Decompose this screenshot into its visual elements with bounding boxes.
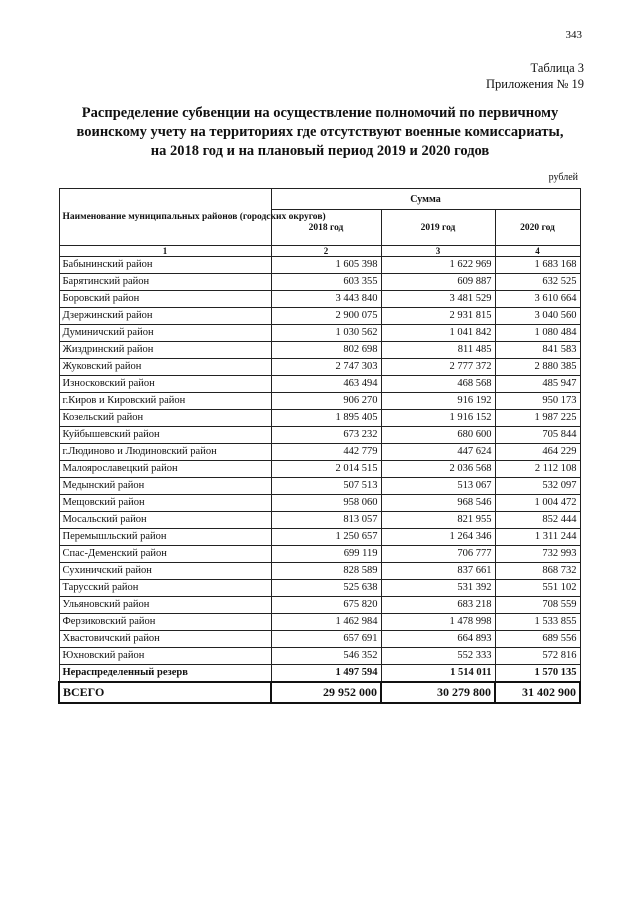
total-2020: 31 402 900 xyxy=(495,682,580,703)
value-2020: 2 880 385 xyxy=(495,359,580,376)
district-name: Жуковский район xyxy=(59,359,271,376)
reserve-2019: 1 514 011 xyxy=(381,665,495,683)
district-name: г.Киров и Кировский район xyxy=(59,393,271,410)
document-title xyxy=(40,104,600,161)
table-row xyxy=(59,580,580,597)
table-row xyxy=(59,614,580,631)
value-2019: 2 931 815 xyxy=(381,308,495,325)
value-2018: 507 513 xyxy=(271,478,381,495)
value-2020: 464 229 xyxy=(495,444,580,461)
value-2019: 1 478 998 xyxy=(381,614,495,631)
value-2020: 689 556 xyxy=(495,631,580,648)
value-2019: 468 568 xyxy=(381,376,495,393)
value-2019: 1 041 842 xyxy=(381,325,495,342)
district-name: Бабынинский район xyxy=(59,257,271,274)
district-name: Барятинский район xyxy=(59,274,271,291)
value-2020: 551 102 xyxy=(495,580,580,597)
units-label: рублей xyxy=(548,172,578,183)
district-name: Мосальский район xyxy=(59,512,271,529)
value-2020: 1 311 244 xyxy=(495,529,580,546)
value-2018: 2 747 303 xyxy=(271,359,381,376)
table-number: Таблица 3 xyxy=(530,61,584,75)
value-2018: 1 462 984 xyxy=(271,614,381,631)
table-row xyxy=(59,631,580,648)
district-name: Дзержинский район xyxy=(59,308,271,325)
value-2020: 1 533 855 xyxy=(495,614,580,631)
value-2020: 708 559 xyxy=(495,597,580,614)
value-2019: 1 916 152 xyxy=(381,410,495,427)
page-number: 343 xyxy=(565,29,582,41)
appendix-label xyxy=(486,60,584,92)
value-2018: 828 589 xyxy=(271,563,381,580)
value-2018: 675 820 xyxy=(271,597,381,614)
value-2020: 1 683 168 xyxy=(495,257,580,274)
value-2019: 706 777 xyxy=(381,546,495,563)
table-row xyxy=(59,274,580,291)
reserve-2018: 1 497 594 xyxy=(271,665,381,683)
value-2019: 1 622 969 xyxy=(381,257,495,274)
table-row xyxy=(59,427,580,444)
table-row xyxy=(59,410,580,427)
table-row xyxy=(59,257,580,274)
total-2019: 30 279 800 xyxy=(381,682,495,703)
district-name: Мещовский район xyxy=(59,495,271,512)
district-name: Юхновский район xyxy=(59,648,271,665)
value-2020: 950 173 xyxy=(495,393,580,410)
value-2018: 657 691 xyxy=(271,631,381,648)
district-name: Спас-Деменский район xyxy=(59,546,271,563)
table-row xyxy=(59,512,580,529)
table-row xyxy=(59,461,580,478)
district-name: г.Людиново и Людиновский район xyxy=(59,444,271,461)
total-2018: 29 952 000 xyxy=(271,682,381,703)
value-2018: 1 250 657 xyxy=(271,529,381,546)
title-line: воинскому учету на территориях где отсутствуют военные комиссариаты, xyxy=(76,124,564,140)
value-2019: 968 546 xyxy=(381,495,495,512)
appendix-number: Приложения № 19 xyxy=(486,77,584,91)
value-2020: 1 987 225 xyxy=(495,410,580,427)
value-2018: 813 057 xyxy=(271,512,381,529)
value-2019: 664 893 xyxy=(381,631,495,648)
table-row xyxy=(59,444,580,461)
value-2018: 3 443 840 xyxy=(271,291,381,308)
header-year-2019: 2019 год xyxy=(381,210,495,246)
value-2018: 958 060 xyxy=(271,495,381,512)
value-2020: 632 525 xyxy=(495,274,580,291)
district-name: Медынский район xyxy=(59,478,271,495)
value-2018: 673 232 xyxy=(271,427,381,444)
value-2020: 2 112 108 xyxy=(495,461,580,478)
table-row xyxy=(59,325,580,342)
value-2018: 906 270 xyxy=(271,393,381,410)
value-2018: 2 900 075 xyxy=(271,308,381,325)
value-2020: 1 004 472 xyxy=(495,495,580,512)
value-2019: 609 887 xyxy=(381,274,495,291)
value-2020: 532 097 xyxy=(495,478,580,495)
value-2020: 732 993 xyxy=(495,546,580,563)
value-2018: 442 779 xyxy=(271,444,381,461)
district-name: Боровский район xyxy=(59,291,271,308)
value-2018: 2 014 515 xyxy=(271,461,381,478)
value-2019: 916 192 xyxy=(381,393,495,410)
value-2018: 802 698 xyxy=(271,342,381,359)
table-row xyxy=(59,495,580,512)
title-line: Распределение субвенции на осуществление полномочий по первичному xyxy=(81,105,559,121)
table-row xyxy=(59,393,580,410)
district-name: Думиничский район xyxy=(59,325,271,342)
table-row xyxy=(59,597,580,614)
district-name: Козельский район xyxy=(59,410,271,427)
value-2019: 811 485 xyxy=(381,342,495,359)
value-2019: 447 624 xyxy=(381,444,495,461)
value-2019: 837 661 xyxy=(381,563,495,580)
district-name: Ульяновский район xyxy=(59,597,271,614)
column-number: 1 xyxy=(59,246,271,257)
value-2019: 683 218 xyxy=(381,597,495,614)
table-row xyxy=(59,529,580,546)
reserve-2020: 1 570 135 xyxy=(495,665,580,683)
value-2019: 821 955 xyxy=(381,512,495,529)
district-name: Износковский район xyxy=(59,376,271,393)
district-name: Ферзиковский район xyxy=(59,614,271,631)
table-row xyxy=(59,648,580,665)
value-2020: 485 947 xyxy=(495,376,580,393)
total-name: ВСЕГО xyxy=(59,682,271,703)
value-2020: 705 844 xyxy=(495,427,580,444)
table-body xyxy=(59,257,580,665)
value-2018: 546 352 xyxy=(271,648,381,665)
value-2020: 572 816 xyxy=(495,648,580,665)
table-row xyxy=(59,342,580,359)
header-year-2018: 2018 год xyxy=(271,210,381,246)
district-name: Малоярославецкий район xyxy=(59,461,271,478)
value-2020: 3 610 664 xyxy=(495,291,580,308)
value-2019: 513 067 xyxy=(381,478,495,495)
value-2020: 841 583 xyxy=(495,342,580,359)
value-2018: 603 355 xyxy=(271,274,381,291)
value-2020: 3 040 560 xyxy=(495,308,580,325)
table-row xyxy=(59,291,580,308)
reserve-name: Нераспределенный резерв xyxy=(59,665,271,683)
value-2018: 1 030 562 xyxy=(271,325,381,342)
district-name: Сухиничский район xyxy=(59,563,271,580)
table-row xyxy=(59,376,580,393)
value-2019: 531 392 xyxy=(381,580,495,597)
total-row xyxy=(59,682,580,703)
table-row xyxy=(59,478,580,495)
reserve-row xyxy=(59,665,580,683)
value-2019: 3 481 529 xyxy=(381,291,495,308)
table-row xyxy=(59,308,580,325)
value-2020: 1 080 484 xyxy=(495,325,580,342)
header-year-2020: 2020 год xyxy=(495,210,580,246)
header-name: Наименование муниципальных районов (городских округов) xyxy=(59,189,271,246)
value-2018: 463 494 xyxy=(271,376,381,393)
district-name: Тарусский район xyxy=(59,580,271,597)
value-2018: 1 895 405 xyxy=(271,410,381,427)
value-2019: 680 600 xyxy=(381,427,495,444)
column-number: 2 xyxy=(271,246,381,257)
value-2018: 1 605 398 xyxy=(271,257,381,274)
district-name: Хвастовичский район xyxy=(59,631,271,648)
column-number: 4 xyxy=(495,246,580,257)
value-2020: 868 732 xyxy=(495,563,580,580)
subvention-table xyxy=(58,188,581,704)
value-2019: 1 264 346 xyxy=(381,529,495,546)
title-line: на 2018 год и на плановый период 2019 и 2020 годов xyxy=(150,143,490,159)
column-number: 3 xyxy=(381,246,495,257)
value-2020: 852 444 xyxy=(495,512,580,529)
table-row xyxy=(59,359,580,376)
table-row xyxy=(59,563,580,580)
value-2019: 552 333 xyxy=(381,648,495,665)
district-name: Куйбышевский район xyxy=(59,427,271,444)
value-2019: 2 036 568 xyxy=(381,461,495,478)
district-name: Жиздринский район xyxy=(59,342,271,359)
district-name: Перемышльский район xyxy=(59,529,271,546)
header-sum: Сумма xyxy=(271,189,580,210)
value-2018: 699 119 xyxy=(271,546,381,563)
table-row xyxy=(59,546,580,563)
value-2018: 525 638 xyxy=(271,580,381,597)
value-2019: 2 777 372 xyxy=(381,359,495,376)
